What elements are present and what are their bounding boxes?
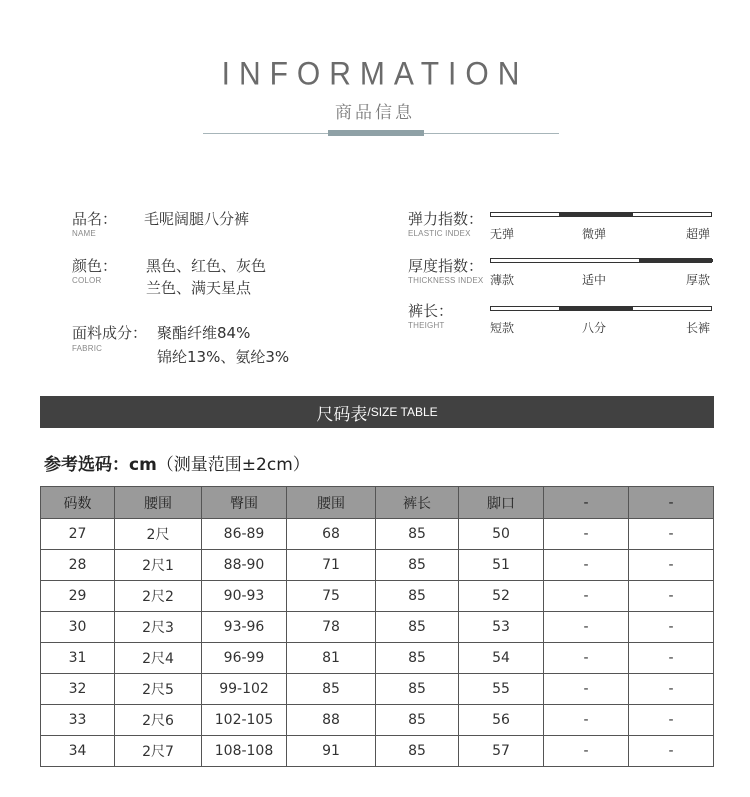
table-cell: - bbox=[544, 581, 629, 612]
table-cell: 52 bbox=[459, 581, 544, 612]
table-cell: - bbox=[544, 643, 629, 674]
elastic-index-label: 弹力指数： bbox=[408, 210, 484, 228]
table-cell: 57 bbox=[459, 736, 544, 767]
thickness-index-label-en: THICKNESS INDEX bbox=[408, 276, 484, 285]
table-cell: 32 bbox=[41, 674, 115, 705]
table-cell: 50 bbox=[459, 519, 544, 550]
table-cell: 85 bbox=[376, 643, 459, 674]
table-cell: 93-96 bbox=[202, 612, 287, 643]
table-cell: - bbox=[544, 736, 629, 767]
table-cell: 102-105 bbox=[202, 705, 287, 736]
table-cell: 54 bbox=[459, 643, 544, 674]
table-row bbox=[41, 581, 714, 612]
table-cell: 85 bbox=[376, 612, 459, 643]
table-cell: - bbox=[544, 674, 629, 705]
reference-label: 参考选码： bbox=[44, 455, 129, 475]
table-cell: 2尺3 bbox=[115, 612, 202, 643]
elastic-index-left: 无弹 bbox=[490, 227, 515, 241]
table-cell: 68 bbox=[287, 519, 376, 550]
table-cell: - bbox=[629, 643, 714, 674]
table-cell: 2尺6 bbox=[115, 705, 202, 736]
table-cell: - bbox=[544, 550, 629, 581]
page-subtitle: 商品信息 bbox=[335, 103, 415, 123]
table-cell: 2尺2 bbox=[115, 581, 202, 612]
table-cell: 86-89 bbox=[202, 519, 287, 550]
table-header-cell: 腰围 bbox=[287, 487, 376, 519]
table-cell: 75 bbox=[287, 581, 376, 612]
color-label-en: COLOR bbox=[72, 276, 102, 285]
table-cell: 31 bbox=[41, 643, 115, 674]
table-cell: 27 bbox=[41, 519, 115, 550]
name-value: 毛呢阔腿八分裤 bbox=[144, 210, 250, 228]
thickness-index-left: 薄款 bbox=[490, 273, 515, 287]
table-cell: 30 bbox=[41, 612, 115, 643]
elastic-index-right: 超弹 bbox=[686, 227, 711, 241]
table-cell: 99-102 bbox=[202, 674, 287, 705]
fabric-value-line1: 聚酯纤维84% bbox=[157, 324, 251, 342]
table-header-cell: - bbox=[629, 487, 714, 519]
table-cell: 85 bbox=[376, 581, 459, 612]
reference-range: （测量范围±2cm） bbox=[156, 455, 310, 475]
table-cell: 85 bbox=[376, 705, 459, 736]
table-cell: 90-93 bbox=[202, 581, 287, 612]
table-header-cell: 裤长 bbox=[376, 487, 459, 519]
size-table-banner bbox=[40, 396, 714, 428]
table-cell: - bbox=[544, 519, 629, 550]
table-cell: 2尺4 bbox=[115, 643, 202, 674]
table-cell: 88 bbox=[287, 705, 376, 736]
table-row bbox=[41, 643, 714, 674]
table-header-cell: 腰围 bbox=[115, 487, 202, 519]
size-table bbox=[40, 486, 714, 767]
table-cell: - bbox=[629, 736, 714, 767]
table-cell: 28 bbox=[41, 550, 115, 581]
table-cell: 88-90 bbox=[202, 550, 287, 581]
color-value-line2: 兰色、满天星点 bbox=[146, 279, 252, 297]
table-cell: 96-99 bbox=[202, 643, 287, 674]
table-cell: 55 bbox=[459, 674, 544, 705]
color-label: 颜色： bbox=[72, 257, 118, 275]
thickness-index-bar bbox=[490, 258, 712, 263]
table-cell: - bbox=[629, 705, 714, 736]
table-cell: 108-108 bbox=[202, 736, 287, 767]
size-table-title-en: /SIZE TABLE bbox=[367, 405, 438, 419]
page-title: INFORMATION bbox=[221, 56, 529, 93]
table-cell: 56 bbox=[459, 705, 544, 736]
table-header-cell: 脚口 bbox=[459, 487, 544, 519]
table-cell: - bbox=[544, 705, 629, 736]
table-header-cell: 臀围 bbox=[202, 487, 287, 519]
table-cell: 33 bbox=[41, 705, 115, 736]
table-row bbox=[41, 550, 714, 581]
length-index-left: 短款 bbox=[490, 321, 515, 335]
thickness-index-right: 厚款 bbox=[686, 273, 711, 287]
table-cell: 81 bbox=[287, 643, 376, 674]
table-cell: - bbox=[629, 674, 714, 705]
table-cell: - bbox=[629, 612, 714, 643]
size-table-body bbox=[41, 519, 714, 767]
length-index-label: 裤长： bbox=[408, 302, 454, 320]
table-cell: 2尺7 bbox=[115, 736, 202, 767]
table-cell: 2尺 bbox=[115, 519, 202, 550]
table-cell: 51 bbox=[459, 550, 544, 581]
table-header-row bbox=[41, 487, 714, 519]
table-row bbox=[41, 705, 714, 736]
reference-size-note bbox=[44, 450, 310, 475]
table-cell: 2尺5 bbox=[115, 674, 202, 705]
table-cell: 34 bbox=[41, 736, 115, 767]
thickness-index-selected bbox=[639, 259, 713, 262]
table-header-cell: - bbox=[544, 487, 629, 519]
length-index-bar bbox=[490, 306, 712, 311]
table-row bbox=[41, 736, 714, 767]
name-label-en: NAME bbox=[72, 229, 96, 238]
size-table-title: 尺码表 bbox=[316, 404, 368, 425]
header-accent-bar bbox=[328, 130, 424, 136]
fabric-value-line2: 锦纶13%、氨纶3% bbox=[157, 348, 290, 366]
table-cell: - bbox=[629, 550, 714, 581]
table-cell: 91 bbox=[287, 736, 376, 767]
table-cell: - bbox=[544, 612, 629, 643]
length-index-label-en: THEIGHT bbox=[408, 321, 445, 330]
table-cell: 29 bbox=[41, 581, 115, 612]
table-cell: 85 bbox=[376, 674, 459, 705]
length-index-selected bbox=[559, 307, 633, 310]
elastic-index-mid: 微弹 bbox=[582, 227, 607, 241]
table-cell: - bbox=[629, 581, 714, 612]
table-cell: 85 bbox=[376, 550, 459, 581]
table-row bbox=[41, 674, 714, 705]
table-cell: 53 bbox=[459, 612, 544, 643]
elastic-index-bar bbox=[490, 212, 712, 217]
thickness-index-label: 厚度指数： bbox=[408, 257, 484, 275]
reference-unit: cm bbox=[129, 455, 157, 475]
table-row bbox=[41, 612, 714, 643]
table-header-cell: 码数 bbox=[41, 487, 115, 519]
table-cell: 2尺1 bbox=[115, 550, 202, 581]
fabric-label: 面料成分： bbox=[72, 324, 148, 342]
color-value-line1: 黑色、红色、灰色 bbox=[146, 257, 267, 275]
fabric-label-en: FABRIC bbox=[72, 344, 103, 353]
length-index-mid: 八分 bbox=[582, 321, 607, 335]
elastic-index-label-en: ELASTIC INDEX bbox=[408, 229, 471, 238]
table-cell: - bbox=[629, 519, 714, 550]
table-cell: 85 bbox=[376, 736, 459, 767]
table-cell: 85 bbox=[287, 674, 376, 705]
name-label: 品名： bbox=[72, 210, 118, 228]
thickness-index-mid: 适中 bbox=[582, 273, 607, 287]
table-cell: 71 bbox=[287, 550, 376, 581]
elastic-index-selected bbox=[559, 213, 633, 216]
table-row bbox=[41, 519, 714, 550]
table-cell: 78 bbox=[287, 612, 376, 643]
length-index-right: 长裤 bbox=[686, 321, 711, 335]
table-cell: 85 bbox=[376, 519, 459, 550]
